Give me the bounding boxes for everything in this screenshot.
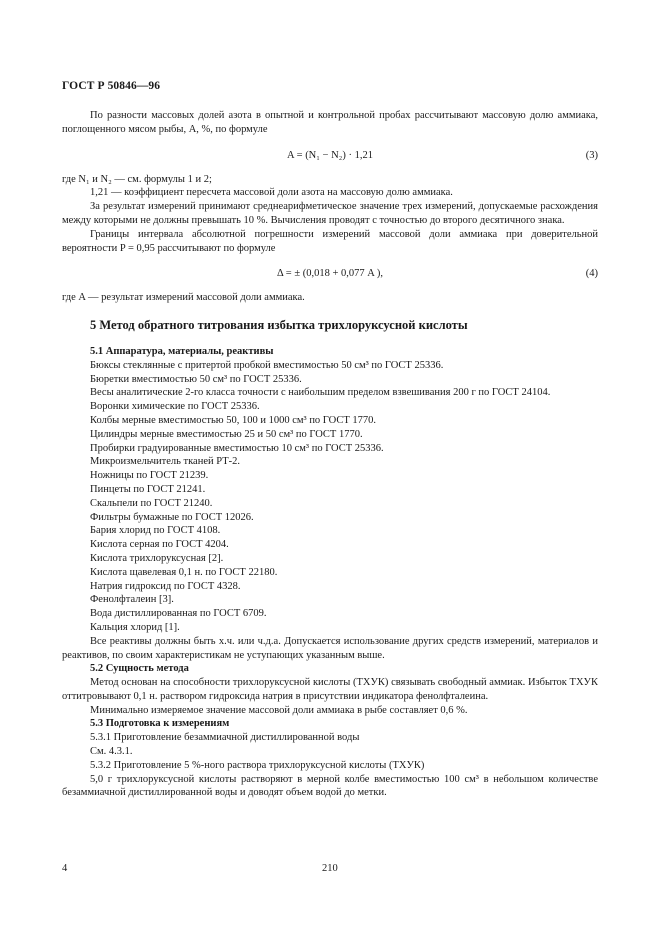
where-clause-2: где A — результат измерений массовой доли аммиака. bbox=[62, 292, 305, 304]
subsection-5-3-2: 5.3.2 Приготовление 5 %-ного раствора трихлоруксусной кислоты (ТХУК) bbox=[90, 759, 425, 771]
paragraph-intro: По разности массовых долей азота в опытной и контрольной пробах рассчитывают массовую долю аммиака, поглощенного мясом рыбы, А, %, по формуле bbox=[62, 110, 598, 135]
list-item: Кислота трихлоруксусная [2]. bbox=[90, 552, 224, 564]
result-paragraph: За результат измерений принимают среднеарифметическое значение трех измерений, допускаемые расхождения между которыми не должны превышать 10 %. Вычисления проводят с точностью до второго десятичного знака. bbox=[62, 201, 598, 226]
list-item: Кислота щавелевая 0,1 н. по ГОСТ 22180. bbox=[90, 566, 278, 578]
where-clause-1: где N₁ и N₂ — см. формулы 1 и 2; bbox=[62, 173, 212, 185]
list-item: Бюретки вместимостью 50 см³ по ГОСТ 25336. bbox=[90, 373, 302, 385]
list-item: Ножницы по ГОСТ 21239. bbox=[90, 470, 209, 482]
list-item: Натрия гидроксид по ГОСТ 4328. bbox=[90, 580, 241, 592]
bounds-paragraph: Границы интервала абсолютной погрешности измерений массовой доли аммиака при доверительной вероятности P = 0,95 рассчитывают по формуле bbox=[62, 228, 598, 254]
formula-4-expression: Δ = ± (0,018 + 0,077 A ), bbox=[276, 268, 384, 280]
list-item: Фильтры бумажные по ГОСТ 12026. bbox=[90, 511, 254, 523]
method-minimum: Минимально измеряемое значение массовой доли аммиака в рыбе составляет 0,6 %. bbox=[90, 704, 468, 716]
list-item: Пинцеты по ГОСТ 21241. bbox=[90, 483, 206, 495]
subsection-5-3-1: 5.3.1 Приготовление безаммиачной дистиллированной воды bbox=[90, 732, 360, 744]
list-item: Воронки химические по ГОСТ 25336. bbox=[90, 401, 260, 413]
list-item: Скальпели по ГОСТ 21240. bbox=[90, 497, 213, 509]
list-item: Бюксы стеклянные с притертой пробкой вместимостью 50 см³ по ГОСТ 25336. bbox=[90, 359, 444, 371]
subsection-5-3-title: 5.3 Подготовка к измерениям bbox=[90, 718, 230, 730]
list-item: Бария хлорид по ГОСТ 4108. bbox=[90, 525, 221, 537]
formula-3-number: (3) bbox=[585, 149, 598, 161]
formula-4 bbox=[62, 261, 598, 287]
list-item: Фенолфталеин [3]. bbox=[90, 594, 174, 606]
subsection-5-1-title: 5.1 Аппаратура, материалы, реактивы bbox=[90, 345, 274, 357]
list-item: Все реактивы должны быть х.ч. или ч.д.а. Допускается использование других средств измерений, материалов и реактивов, по своим характеристикам не уступающих указанным выше. bbox=[62, 635, 598, 661]
page-number-center: 210 bbox=[322, 863, 338, 874]
list-item: Кальция хлорид [1]. bbox=[90, 621, 180, 633]
section-5-title: 5 Метод обратного титрования избытка трихлоруксусной кислоты bbox=[90, 318, 468, 333]
document-body bbox=[62, 109, 598, 800]
subsection-5-2-title: 5.2 Сущность метода bbox=[90, 663, 189, 675]
list-item: Весы аналитические 2-го класса точности с наибольшим пределом взвешивания 200 г по ГОСТ 24104. bbox=[90, 387, 551, 399]
subsection-5-3-1-ref: См. 4.3.1. bbox=[90, 746, 133, 758]
formula-4-number: (4) bbox=[585, 268, 598, 280]
formula-3-expression: A = (N₁ − N₂) · 1,21 bbox=[287, 149, 373, 161]
list-item: Цилиндры мерные вместимостью 25 и 50 см³ по ГОСТ 1770. bbox=[90, 428, 363, 440]
page-number-left: 4 bbox=[62, 863, 68, 874]
list-item: Кислота серная по ГОСТ 4204. bbox=[90, 539, 229, 551]
list-item: Колбы мерные вместимостью 50, 100 и 1000 см³ по ГОСТ 1770. bbox=[90, 414, 376, 426]
list-item: Микроизмельчитель тканей РТ-2. bbox=[90, 456, 240, 468]
subsection-5-3-2-text: 5,0 г трихлоруксусной кислоты растворяют в мерной колбе вместимостью 100 см³ в небольшом количестве безаммиачной дистиллированной воды и доводят объем водой до метки. bbox=[62, 773, 598, 799]
list-item: Пробирки градуированные вместимостью 10 см³ по ГОСТ 25336. bbox=[90, 442, 384, 454]
method-principle: Метод основан на способности трихлоруксусной кислоты (ТХУК) связывать свободный аммиак. Избыток ТХУК оттитровывают 0,1 н. раствором гидроксида натрия в присутствии индикатора фенолфталеина. bbox=[62, 677, 598, 702]
equipment-list bbox=[62, 359, 598, 663]
coefficient-note: 1,21 — коэффициент пересчета массовой доли азота на массовую долю аммиака. bbox=[90, 187, 453, 199]
list-item: Вода дистиллированная по ГОСТ 6709. bbox=[90, 608, 267, 620]
document-header: ГОСТ Р 50846—96 bbox=[62, 80, 161, 92]
formula-3 bbox=[62, 143, 598, 169]
